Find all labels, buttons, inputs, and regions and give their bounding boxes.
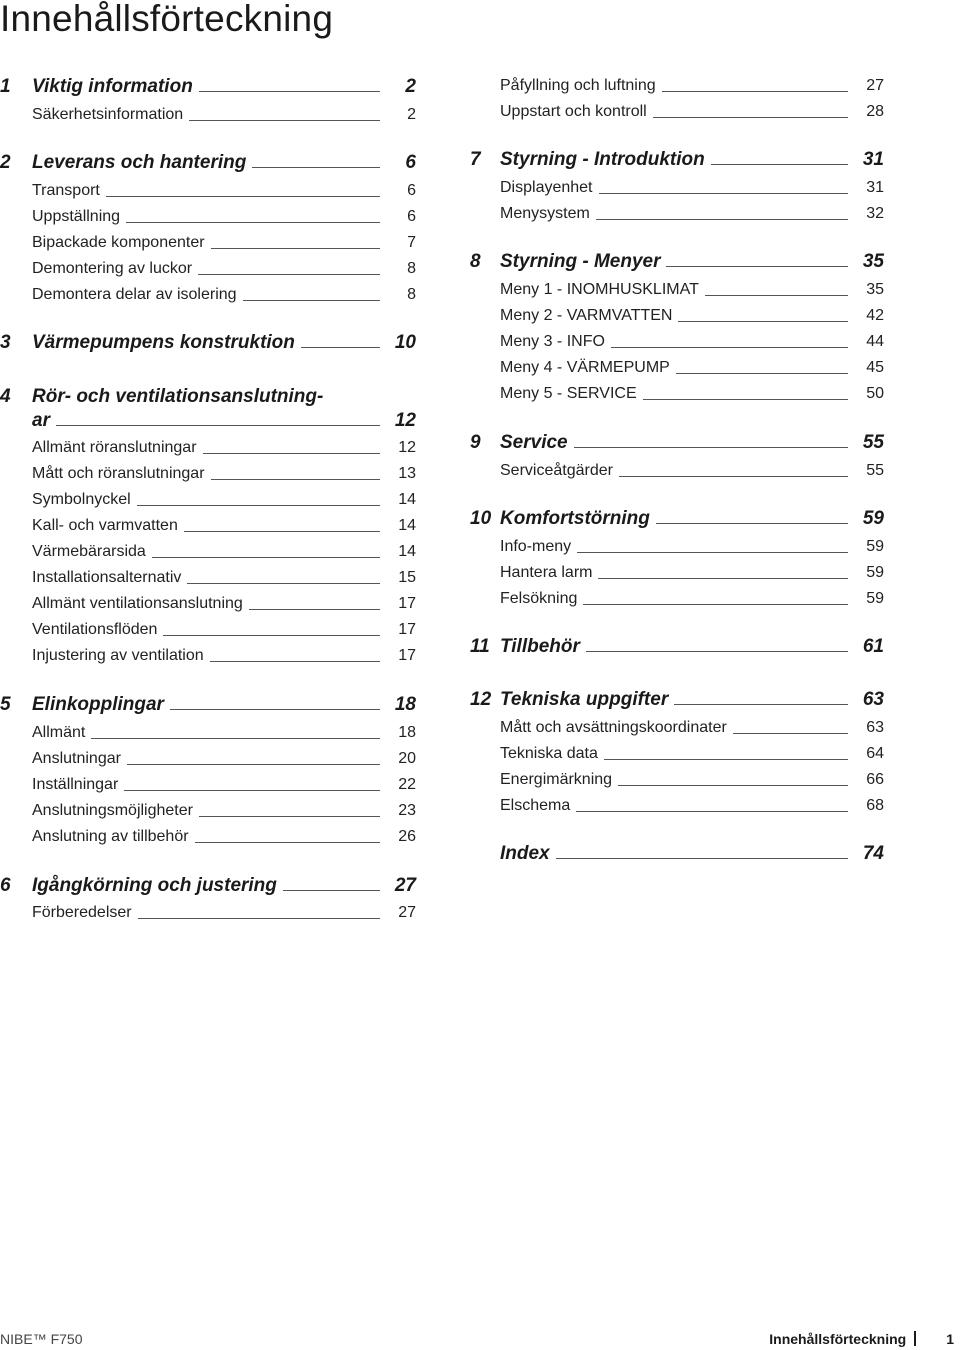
toc-page-number: 32 <box>866 205 884 222</box>
page-title: Innehållsförteckning <box>0 0 334 39</box>
toc-page-number: 35 <box>862 251 884 272</box>
toc-label: Säkerhetsinformation <box>32 106 184 123</box>
toc-page-number: 6 <box>407 182 416 199</box>
toc-page-number: 2 <box>405 76 416 97</box>
toc-entry[interactable] <box>0 103 416 127</box>
leader-line <box>170 709 380 710</box>
toc-entry[interactable] <box>470 768 884 792</box>
leader-line <box>733 733 848 734</box>
toc-page-number: 59 <box>862 508 884 529</box>
chapter-number: 12 <box>470 689 492 710</box>
footer-section: Innehållsförteckning <box>769 1331 907 1347</box>
toc-label: Hantera larm <box>500 564 593 581</box>
toc-label: Mått och avsättningskoordinater <box>500 719 727 736</box>
toc-page-number: 68 <box>866 797 884 814</box>
toc-entry[interactable] <box>0 257 416 281</box>
toc-label: Igångkörning och justering <box>32 875 277 896</box>
toc-page-number: 27 <box>866 77 884 94</box>
leader-line <box>56 425 380 426</box>
toc-entry[interactable] <box>470 587 884 611</box>
leader-line <box>163 635 380 636</box>
toc-label: Ventilationsflöden <box>32 621 158 638</box>
leader-line <box>604 759 848 760</box>
toc-label: Tekniska data <box>500 745 598 762</box>
toc-chapter[interactable] <box>470 842 884 866</box>
leader-line <box>203 453 380 454</box>
leader-line <box>611 347 848 348</box>
toc-page-number: 50 <box>866 385 884 402</box>
toc-chapter[interactable] <box>470 148 884 172</box>
toc-page-number: 6 <box>405 152 416 173</box>
toc-label: Anslutning av tillbehör <box>32 828 189 845</box>
toc-label: Anslutningar <box>32 750 121 767</box>
toc-entry[interactable] <box>470 356 884 380</box>
toc-page-number: 14 <box>398 491 416 508</box>
toc-chapter[interactable] <box>470 431 884 455</box>
leader-line <box>189 120 380 121</box>
toc-entry[interactable] <box>470 561 884 585</box>
toc-label: Allmänt röranslutningar <box>32 439 197 456</box>
toc-page-number: 8 <box>407 286 416 303</box>
leader-line <box>556 858 848 859</box>
leader-line <box>599 193 849 194</box>
leader-line <box>249 609 380 610</box>
toc-label: Styrning - Introduktion <box>500 149 705 170</box>
toc-chapter[interactable] <box>0 385 416 409</box>
leader-line <box>124 790 380 791</box>
toc-label: Kall- och varmvatten <box>32 517 178 534</box>
toc-label: Displayenhet <box>500 179 593 196</box>
toc-chapter[interactable] <box>470 507 884 531</box>
toc-page-number: 17 <box>398 595 416 612</box>
toc-page-number: 18 <box>394 694 416 715</box>
toc-page-number: 28 <box>866 103 884 120</box>
leader-line <box>243 300 380 301</box>
toc-page-number: 13 <box>398 465 416 482</box>
toc-label: Elschema <box>500 797 571 814</box>
leader-line <box>619 476 848 477</box>
leader-line <box>577 552 848 553</box>
toc-page-number: 63 <box>866 719 884 736</box>
toc-page-number: 44 <box>866 333 884 350</box>
toc-chapter[interactable] <box>0 874 416 898</box>
leader-line <box>126 222 380 223</box>
toc-label: Elinkopplingar <box>32 694 164 715</box>
toc-entry[interactable] <box>470 330 884 354</box>
toc-page-number: 22 <box>398 776 416 793</box>
leader-line <box>152 557 380 558</box>
leader-line <box>656 523 848 524</box>
leader-line <box>662 91 848 92</box>
toc-label: Service <box>500 432 568 453</box>
footer-separator <box>914 1331 916 1346</box>
toc-page-number: 6 <box>407 208 416 225</box>
toc-label: Installationsalternativ <box>32 569 182 586</box>
toc-entry[interactable] <box>470 742 884 766</box>
chapter-number: 6 <box>0 875 11 896</box>
toc-page-number: 20 <box>398 750 416 767</box>
toc-entry[interactable] <box>0 231 416 255</box>
chapter-number: 9 <box>470 432 481 453</box>
leader-line <box>583 604 848 605</box>
chapter-number: 2 <box>0 152 11 173</box>
toc-label: Uppställning <box>32 208 121 225</box>
toc-entry[interactable] <box>0 514 416 538</box>
toc-page-number: 59 <box>866 538 884 555</box>
toc-label: Demontering av luckor <box>32 260 193 277</box>
leader-line <box>199 816 380 817</box>
chapter-number: 10 <box>470 508 492 529</box>
toc-page-number: 12 <box>398 439 416 456</box>
chapter-number: 4 <box>0 386 11 407</box>
toc-entry[interactable] <box>470 304 884 328</box>
leader-line <box>138 918 380 919</box>
toc-label: Index <box>500 843 550 864</box>
toc-label: Uppstart och kontroll <box>500 103 647 120</box>
toc-label: Meny 2 - VARMVATTEN <box>500 307 673 324</box>
toc-page-number: 45 <box>866 359 884 376</box>
toc-chapter[interactable] <box>0 75 416 99</box>
toc-label: Tillbehör <box>500 636 580 657</box>
toc-label: Info-meny <box>500 538 572 555</box>
toc-label: Transport <box>32 182 100 199</box>
leader-line <box>576 811 848 812</box>
toc-entry[interactable] <box>0 205 416 229</box>
leader-line <box>618 785 848 786</box>
toc-chapter[interactable] <box>470 635 884 659</box>
leader-line <box>586 651 848 652</box>
toc-entry[interactable] <box>470 794 884 818</box>
toc-entry[interactable] <box>0 592 416 616</box>
toc-label: Symbolnyckel <box>32 491 131 508</box>
leader-line <box>676 373 848 374</box>
toc-page-number: 63 <box>862 689 884 710</box>
toc-label: Värmepumpens konstruktion <box>32 332 295 353</box>
toc-page-number: 10 <box>394 332 416 353</box>
toc-label: Tekniska uppgifter <box>500 689 669 710</box>
toc-page-number: 12 <box>394 410 416 431</box>
toc-entry[interactable] <box>0 618 416 642</box>
footer-right <box>769 1331 954 1347</box>
toc-page-number: 35 <box>866 281 884 298</box>
toc-entry[interactable] <box>470 176 884 200</box>
toc-page-number: 14 <box>398 517 416 534</box>
toc-page-number: 8 <box>407 260 416 277</box>
toc-chapter[interactable] <box>0 693 416 717</box>
toc-label: Komfortstörning <box>500 508 650 529</box>
leader-line <box>91 738 380 739</box>
toc-page-number: 59 <box>866 590 884 607</box>
chapter-number: 3 <box>0 332 11 353</box>
toc-label: Allmänt <box>32 724 86 741</box>
toc-entry[interactable] <box>0 488 416 512</box>
toc-entry[interactable] <box>0 644 416 668</box>
toc-label: Styrning - Menyer <box>500 251 661 272</box>
footer-product: NIBE™ F750 <box>0 1331 83 1347</box>
toc-entry[interactable] <box>470 716 884 740</box>
leader-line <box>283 890 380 891</box>
toc-label: Förberedelser <box>32 904 132 921</box>
toc-entry[interactable] <box>470 382 884 406</box>
toc-label: Meny 1 - INOMHUSKLIMAT <box>500 281 699 298</box>
leader-line <box>598 578 848 579</box>
toc-entry[interactable] <box>470 535 884 559</box>
leader-line <box>195 842 380 843</box>
leader-line <box>199 91 380 92</box>
toc-entry[interactable] <box>0 436 416 460</box>
toc-page-number: 31 <box>866 179 884 196</box>
chapter-number: 1 <box>0 76 11 97</box>
leader-line <box>653 117 848 118</box>
leader-line <box>127 764 380 765</box>
toc-label: Värmebärarsida <box>32 543 146 560</box>
leader-line <box>184 531 380 532</box>
toc-page-number: 55 <box>866 462 884 479</box>
toc-page-number: 2 <box>407 106 416 123</box>
toc-label: Anslutningsmöjligheter <box>32 802 193 819</box>
toc-label: Viktig information <box>32 76 193 97</box>
toc-label: Meny 3 - INFO <box>500 333 605 350</box>
toc-entry[interactable] <box>0 825 416 849</box>
toc-page-number: 64 <box>866 745 884 762</box>
toc-page-number: 31 <box>862 149 884 170</box>
toc-page-number: 27 <box>398 904 416 921</box>
toc-page-number: 59 <box>866 564 884 581</box>
toc-label: Meny 4 - VÄRMEPUMP <box>500 359 670 376</box>
leader-line <box>666 266 848 267</box>
toc-entry[interactable] <box>0 721 416 745</box>
leader-line <box>187 583 380 584</box>
toc-page-number: 18 <box>398 724 416 741</box>
toc-label: Leverans och hantering <box>32 152 247 173</box>
toc-entry[interactable] <box>470 202 884 226</box>
toc-entry[interactable] <box>470 100 884 124</box>
toc-page-number: 14 <box>398 543 416 560</box>
toc-entry[interactable] <box>0 566 416 590</box>
chapter-number: 5 <box>0 694 11 715</box>
leader-line <box>678 321 848 322</box>
toc-page-number: 15 <box>398 569 416 586</box>
leader-line <box>301 347 380 348</box>
toc-page-number: 27 <box>394 875 416 896</box>
toc-page-number: 55 <box>862 432 884 453</box>
chapter-number: 11 <box>470 636 490 657</box>
toc-chapter[interactable] <box>0 409 416 433</box>
toc-label: Allmänt ventilationsanslutning <box>32 595 243 612</box>
toc-label: Meny 5 - SERVICE <box>500 385 637 402</box>
leader-line <box>137 505 380 506</box>
leader-line <box>211 479 380 480</box>
toc-label: Inställningar <box>32 776 119 793</box>
toc-label: Demontera delar av isolering <box>32 286 237 303</box>
leader-line <box>252 167 380 168</box>
toc-label: ar <box>32 410 50 431</box>
toc-entry[interactable] <box>0 773 416 797</box>
footer-page-number: 1 <box>946 1331 954 1347</box>
leader-line <box>198 274 380 275</box>
toc-label: Menysystem <box>500 205 590 222</box>
toc-chapter[interactable] <box>470 250 884 274</box>
toc-entry[interactable] <box>0 901 416 925</box>
leader-line <box>711 164 848 165</box>
leader-line <box>705 295 848 296</box>
toc-entry[interactable] <box>470 278 884 302</box>
leader-line <box>210 661 380 662</box>
toc-chapter[interactable] <box>470 688 884 712</box>
toc-page-number: 42 <box>866 307 884 324</box>
toc-entry[interactable] <box>0 179 416 203</box>
toc-label: Bipackade komponenter <box>32 234 205 251</box>
leader-line <box>596 219 848 220</box>
toc-page-number: 17 <box>398 621 416 638</box>
leader-line <box>574 447 848 448</box>
toc-page-number: 7 <box>407 234 416 251</box>
leader-line <box>106 196 380 197</box>
toc-page-number: 23 <box>398 802 416 819</box>
toc-chapter[interactable] <box>0 151 416 175</box>
toc-entry[interactable] <box>0 462 416 486</box>
toc-page-number: 17 <box>398 647 416 664</box>
toc-entry[interactable] <box>0 799 416 823</box>
toc-label: Mått och röranslutningar <box>32 465 205 482</box>
toc-label: Felsökning <box>500 590 578 607</box>
toc-label: Rör- och ventilationsanslutning- <box>32 386 324 407</box>
toc-entry[interactable] <box>0 747 416 771</box>
leader-line <box>211 248 380 249</box>
toc-label: Serviceåtgärder <box>500 462 613 479</box>
toc-entry[interactable] <box>470 74 884 98</box>
toc-page-number: 74 <box>862 843 884 864</box>
toc-page-number: 66 <box>866 771 884 788</box>
toc-label: Påfyllning och luftning <box>500 77 656 94</box>
toc-entry[interactable] <box>0 283 416 307</box>
toc-page-number: 61 <box>862 636 884 657</box>
toc-chapter[interactable] <box>0 331 416 355</box>
chapter-number: 7 <box>470 149 481 170</box>
toc-page-number: 26 <box>398 828 416 845</box>
toc-label: Energimärkning <box>500 771 613 788</box>
leader-line <box>674 704 848 705</box>
page-footer <box>0 1328 960 1350</box>
chapter-number: 8 <box>470 251 481 272</box>
leader-line <box>643 399 848 400</box>
toc-label: Injustering av ventilation <box>32 647 204 664</box>
toc-entry[interactable] <box>0 540 416 564</box>
toc-entry[interactable] <box>470 459 884 483</box>
